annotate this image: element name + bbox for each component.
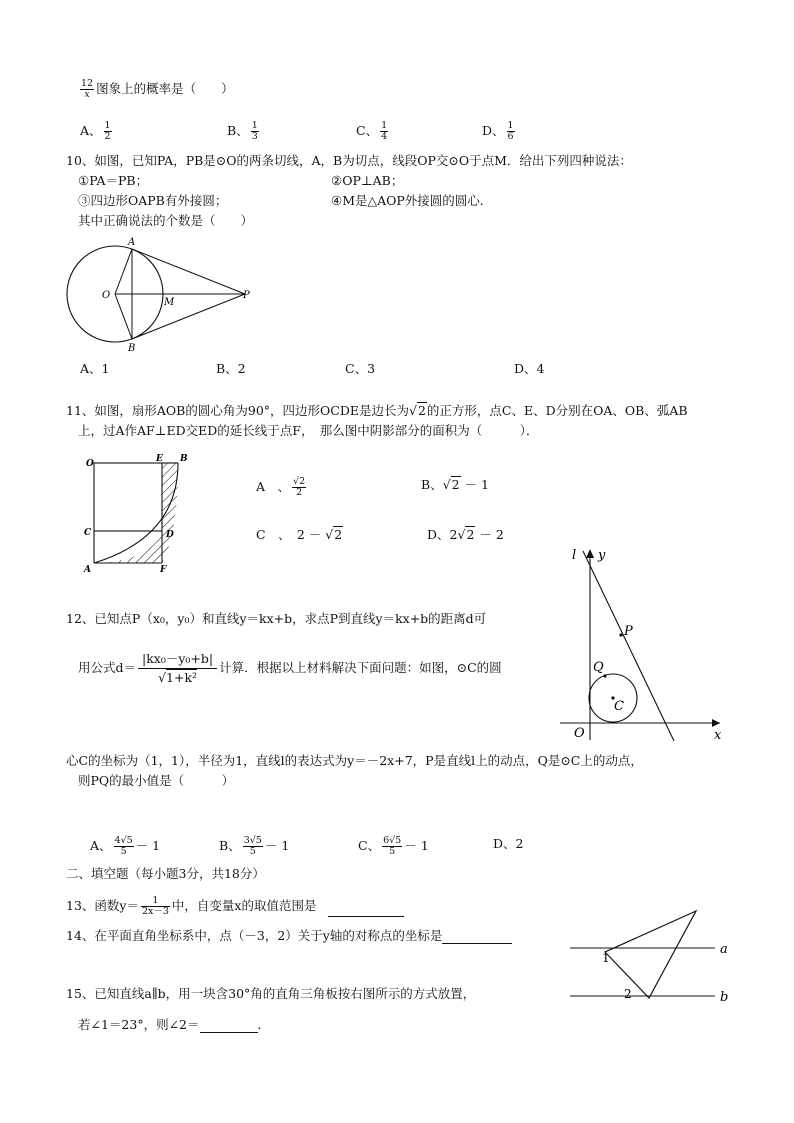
q10-statement-2: ②OP⊥AB； xyxy=(331,173,404,188)
q10-ask: 其中正确说法的个数是（ ） xyxy=(78,213,254,228)
q12-label-c: C xyxy=(614,699,624,714)
q12-option-c: C、 $\frac{6√5}{5}$ － 1 xyxy=(358,835,429,857)
q9-option-c: C、 $\frac{1}{4}$ xyxy=(356,120,388,142)
q11-label-a: A xyxy=(84,565,91,575)
q12-option-d: D、2 xyxy=(493,836,524,851)
q12-line-4: 则PQ的最小值是（ ） xyxy=(78,773,235,788)
q12-line-2: 用公式d＝ $\frac{\text{|kx₀－y₀+b|}}{\text{√1+k²}}$ 计算．根据以上材料解决下面问题：如图，⊙C的圆 xyxy=(78,651,502,685)
q12-label-q: Q xyxy=(593,660,604,675)
q10-label-a: A xyxy=(128,237,136,248)
q10-stem: 10、如图，已知PA，PB是⊙O的两条切线，A，B为切点，线段OP交⊙O于点M．给出下列四种说法： xyxy=(66,153,632,168)
q11-line-2: 上，过A作AF⊥ED交ED的延长线于点F， 那么图中阴影部分的面积为（ ）． xyxy=(78,423,539,438)
q10-option-c: C、3 xyxy=(345,361,376,376)
q12-option-b: B、 $\frac{3√5}{5}$ － 1 xyxy=(219,835,290,857)
q11-line-1: 11、如图，扇形AOB的圆心角为90°，四边形OCDE是边长为√2的正方形，点C、E、D分别在OA、OB、弧AB xyxy=(66,403,688,418)
q11-label-e: E xyxy=(156,454,163,464)
q11-label-b: B xyxy=(180,454,188,464)
q10-label-p: P xyxy=(243,290,250,301)
q15-line-2: 若∠1＝23°，则∠2＝ ． xyxy=(78,1017,271,1032)
q12-label-x: x xyxy=(714,728,722,743)
q12-label-y: y xyxy=(598,548,606,563)
q11-label-d: D xyxy=(166,530,174,540)
q10-label-m: M xyxy=(164,297,175,308)
q12-line-3: 心C的坐标为（1，1），半径为1，直线l的表达式为y＝－2x+7，P是直线l上的动点，Q是⊙C上的动点， xyxy=(66,753,643,768)
q9-option-a: A、 $\frac{1}{2}$ xyxy=(80,120,111,142)
q11-option-b: B、√2 － 1 xyxy=(421,477,490,492)
q14: 14、在平面直角坐标系中，点（－3，2）关于y轴的对称点的坐标是 xyxy=(66,928,512,944)
q10-figure xyxy=(60,235,260,355)
q15-label-b: b xyxy=(720,990,729,1005)
q11-label-c: C xyxy=(84,528,92,538)
q12-line-1: 12、已知点P（x₀，y₀）和直线y＝kx+b，求点P到直线y＝kx+b的距离d可 xyxy=(66,611,487,626)
q12-label-o: O xyxy=(574,726,585,741)
q9-option-d: D、 $\frac{1}{6}$ xyxy=(482,120,514,142)
q9-stem: $\frac{12}{x}$ 图象上的概率是（ ） xyxy=(81,78,234,100)
q9-option-b: B、 $\frac{1}{3}$ xyxy=(227,120,258,142)
q10-statement-3: ③四边形OAPB有外接圆； xyxy=(78,193,228,208)
section-2-heading: 二、填空题（每小题3分，共18分） xyxy=(66,866,265,881)
q13-answer-blank[interactable] xyxy=(328,904,404,917)
q13: 13、函数y＝ $\frac{1}{2x-3}$ 中，自变量x的取值范围是 xyxy=(66,896,404,917)
q12-distance-formula: $\frac{\text{|kx₀－y₀+b|}}{\text{√1+k²}}$ xyxy=(138,650,217,687)
q10-statement-4: ④M是△AOP外接圆的圆心． xyxy=(331,193,493,208)
q15-answer-blank[interactable] xyxy=(200,1020,258,1033)
q10-label-o: O xyxy=(102,290,111,301)
q12-option-a: A、 $\frac{4√5}{5}$ － 1 xyxy=(90,835,161,857)
q12-label-l: l xyxy=(572,548,577,563)
q11-option-c: C 、 2 － √2 xyxy=(256,527,343,542)
q15-label-1: 1 xyxy=(602,951,610,965)
q11-label-o: O xyxy=(86,459,94,469)
q11-option-d: D、2√2 － 2 xyxy=(427,527,504,542)
q12-label-p: P xyxy=(624,624,633,639)
q15-figure xyxy=(570,905,735,1005)
q12-figure xyxy=(560,545,730,745)
q14-answer-blank[interactable] xyxy=(442,931,512,944)
q10-option-a: A、1 xyxy=(80,361,110,376)
q10-label-b: B xyxy=(128,343,136,354)
q15-line-1: 15、已知直线a∥b，用一块含30°角的直角三角板按右图所示的方式放置， xyxy=(66,986,476,1001)
q15-label-a: a xyxy=(720,942,728,957)
q9-fraction: $\frac{12}{x}$ xyxy=(81,78,94,100)
q10-statement-1: ①PA＝PB； xyxy=(78,173,149,188)
q15-label-2: 2 xyxy=(624,987,632,1001)
q10-option-b: B、2 xyxy=(216,361,246,376)
q11-figure xyxy=(82,455,202,575)
q11-label-f: F xyxy=(160,565,167,575)
q11-option-a: A 、 $\frac{√2}{2}$ xyxy=(256,476,306,498)
q10-option-d: D、4 xyxy=(514,361,545,376)
